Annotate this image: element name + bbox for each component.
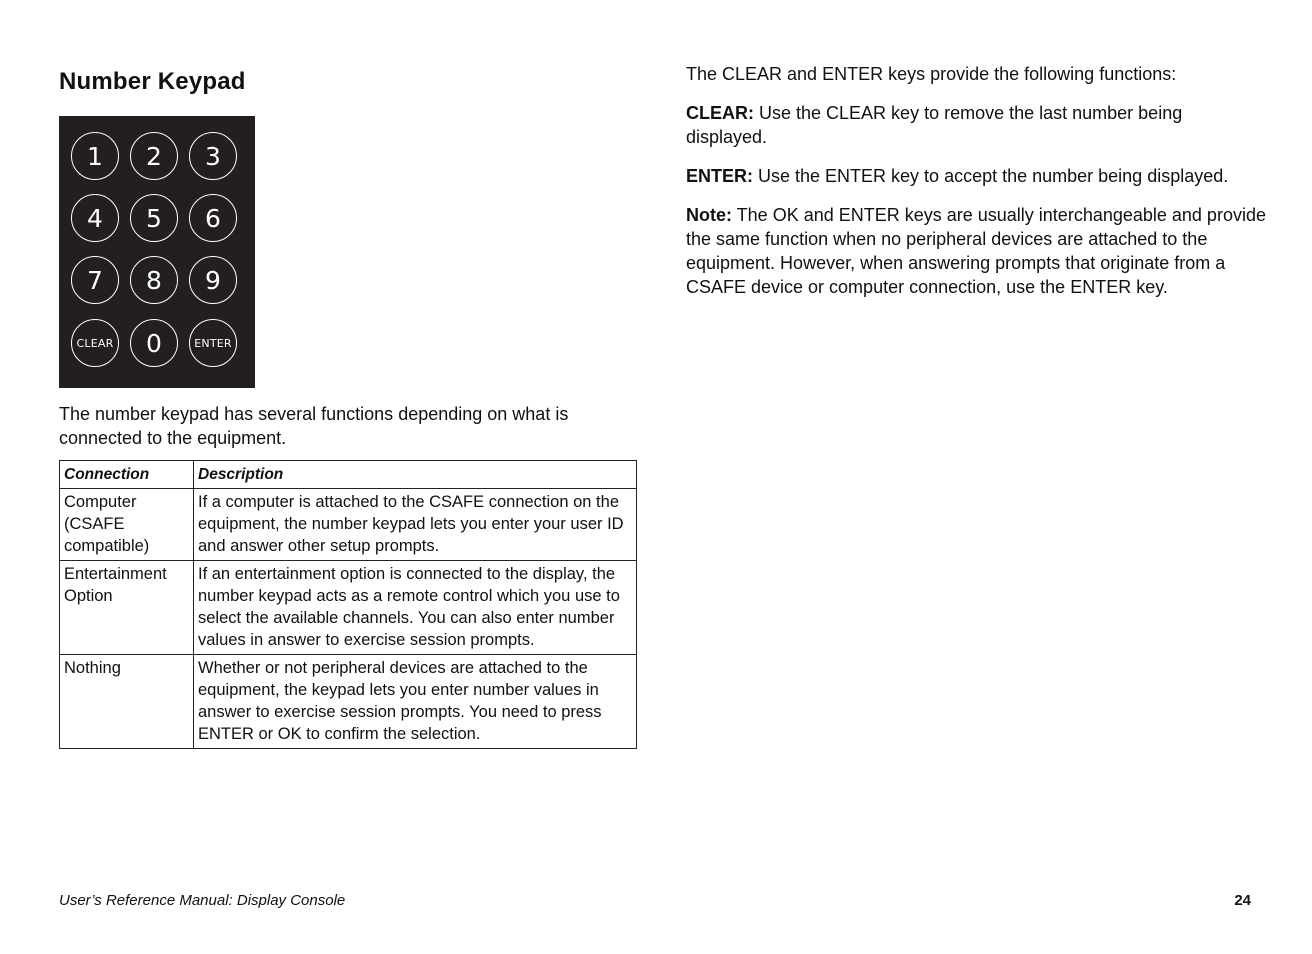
keypad-key-6: 6	[189, 194, 237, 242]
functions-lead: The CLEAR and ENTER keys provide the following functions:	[686, 64, 1177, 84]
connection-cell: Computer (CSAFE compatible)	[60, 489, 194, 561]
keypad-key-7: 7	[71, 256, 119, 304]
table-row	[60, 561, 637, 655]
description-cell: Whether or not peripheral devices are attached to the equipment, the keypad lets you enter number values in answer to exercise session prompts. You need to press ENTER or OK to confirm the selection.	[194, 655, 637, 749]
note-paragraph	[686, 203, 1266, 299]
intro-paragraph: The number keypad has several functions depending on what is connected to the equipment.	[59, 404, 569, 448]
clear-text: Use the CLEAR key to remove the last number being displayed.	[686, 103, 1183, 147]
enter-paragraph	[686, 164, 1266, 188]
connection-cell: Entertainment Option	[60, 561, 194, 655]
table-row	[60, 655, 637, 749]
table-header-row	[60, 461, 637, 489]
keypad-key-clear: CLEAR	[71, 319, 119, 367]
keypad-key-9: 9	[189, 256, 237, 304]
right-column	[686, 62, 1266, 314]
section-heading: Number Keypad	[59, 68, 246, 95]
table-row	[60, 489, 637, 561]
keypad-key-2: 2	[130, 132, 178, 180]
keypad-key-0: 0	[130, 319, 178, 367]
connection-table	[59, 460, 637, 749]
clear-paragraph	[686, 101, 1266, 149]
keypad-key-8: 8	[130, 256, 178, 304]
connection-cell: Nothing	[60, 655, 194, 749]
column-header-connection: Connection	[60, 461, 194, 489]
note-text: The OK and ENTER keys are usually interchangeable and provide the same function when no peripheral devices are attached to the equipment. However, when answering prompts that originate from a CSAFE device or computer connection, use the ENTER key.	[686, 205, 1266, 297]
keypad-image	[59, 116, 255, 388]
description-cell: If a computer is attached to the CSAFE connection on the equipment, the number keypad lets you enter your user ID and answer other setup prompts.	[194, 489, 637, 561]
enter-label: ENTER:	[686, 166, 753, 186]
description-cell: If an entertainment option is connected to the display, the number keypad acts as a remote control which you use to select the available channels. You can also enter number values in answer to exercise session prompts.	[194, 561, 637, 655]
column-header-description: Description	[194, 461, 637, 489]
clear-label: CLEAR:	[686, 103, 754, 123]
keypad-key-3: 3	[189, 132, 237, 180]
keypad-key-5: 5	[130, 194, 178, 242]
keypad-key-4: 4	[71, 194, 119, 242]
keypad-key-enter: ENTER	[189, 319, 237, 367]
footer-document-title: User’s Reference Manual: Display Console	[59, 892, 346, 909]
keypad-key-1: 1	[71, 132, 119, 180]
enter-text: Use the ENTER key to accept the number being displayed.	[753, 166, 1229, 186]
note-label: Note:	[686, 205, 732, 225]
footer-page-number: 24	[1234, 892, 1251, 909]
